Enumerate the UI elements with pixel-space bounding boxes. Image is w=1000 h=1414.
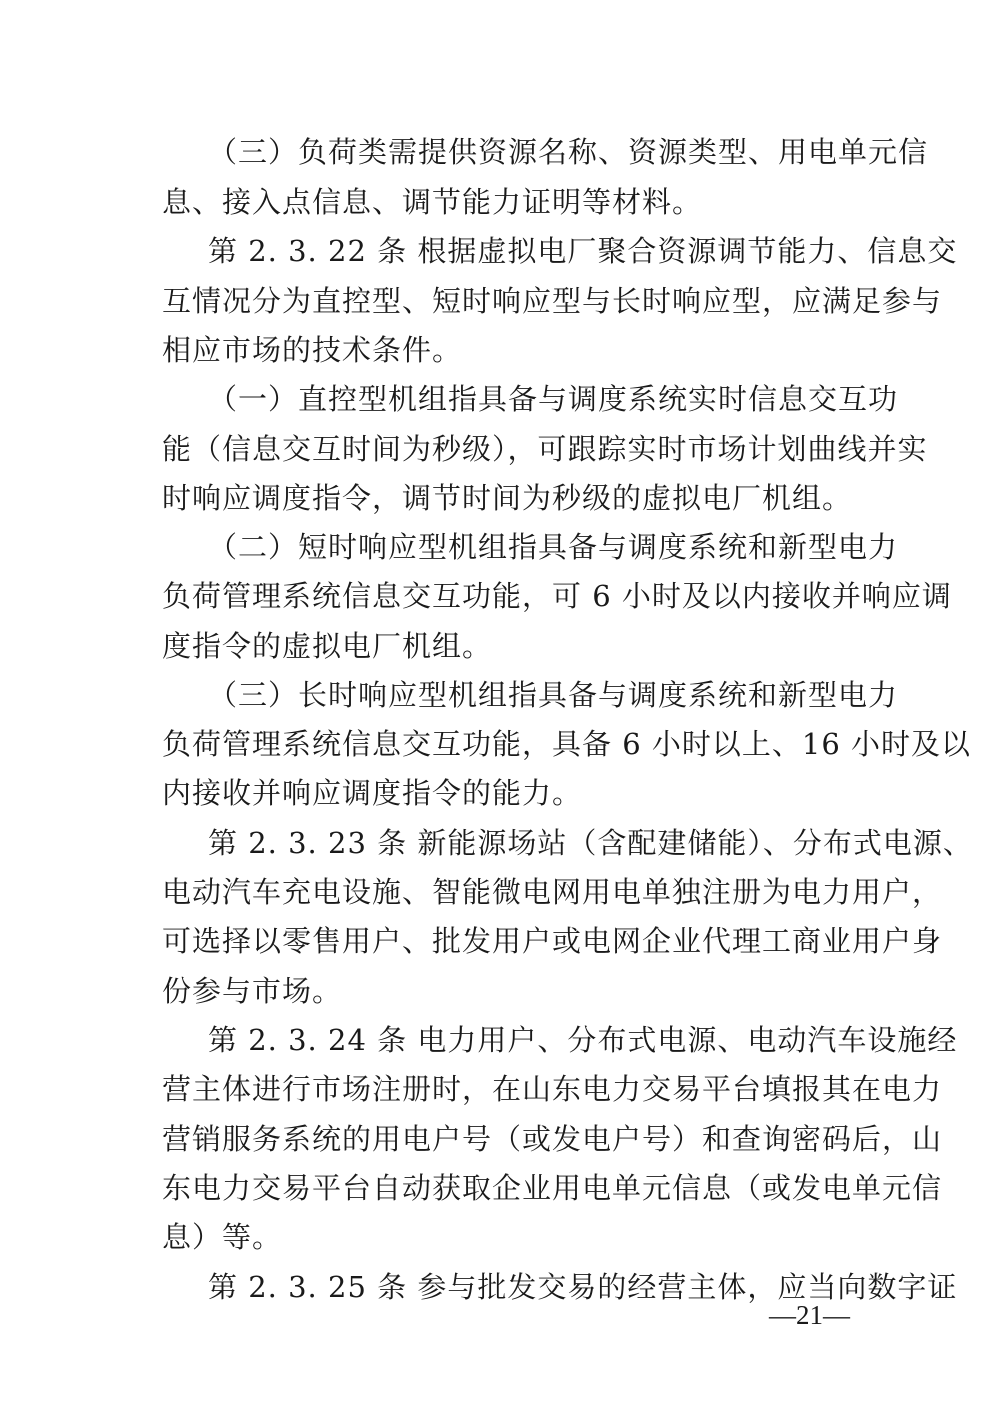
- article-2-3-24-heading: 第 2. 3. 24 条 电力用户、分布式电源、电动汽车设施经: [208, 1023, 958, 1057]
- text-line-9: （二）短时响应型机组指具备与调度系统和新型电力: [208, 530, 899, 564]
- text-line-10: 负荷管理系统信息交互功能，可 6 小时及以内接收并响应调: [162, 579, 952, 613]
- text-line-1: （三）负荷类需提供资源名称、资源类型、用电单元信: [208, 135, 929, 169]
- text-line-6: （一）直控型机组指具备与调度系统实时信息交互功: [208, 382, 899, 416]
- text-line-17: 可选择以零售用户、批发用户或电网企业代理工商业用户身: [162, 924, 943, 958]
- page-number: —21—: [769, 1300, 850, 1330]
- text-line-11: 度指令的虚拟电厂机组。: [162, 629, 493, 663]
- article-2-3-25-heading: 第 2. 3. 25 条 参与批发交易的经营主体，应当向数字证: [208, 1270, 958, 1304]
- text-line-23: 息）等。: [162, 1220, 283, 1254]
- text-line-18: 份参与市场。: [162, 974, 343, 1008]
- text-line-2: 息、接入点信息、调节能力证明等材料。: [162, 185, 703, 219]
- article-2-3-22-heading: 第 2. 3. 22 条 根据虚拟电厂聚合资源调节能力、信息交: [208, 234, 958, 268]
- text-line-8: 时响应调度指令，调节时间为秒级的虚拟电厂机组。: [162, 481, 853, 515]
- text-line-22: 东电力交易平台自动获取企业用电单元信息（或发电单元信: [162, 1171, 943, 1205]
- text-line-5: 相应市场的技术条件。: [162, 333, 463, 367]
- text-line-16: 电动汽车充电设施、智能微电网用电单独注册为电力用户，: [162, 875, 943, 909]
- text-line-21: 营销服务系统的用电户号（或发电户号）和查询密码后，山: [162, 1122, 943, 1156]
- text-line-13: 负荷管理系统信息交互功能，具备 6 小时以上、16 小时及以: [162, 727, 972, 761]
- article-2-3-23-heading: 第 2. 3. 23 条 新能源场站（含配建储能）、分布式电源、: [208, 826, 973, 860]
- text-line-7: 能（信息交互时间为秒级），可跟踪实时市场计划曲线并实: [162, 432, 928, 466]
- text-line-14: 内接收并响应调度指令的能力。: [162, 776, 583, 810]
- text-line-12: （三）长时响应型机组指具备与调度系统和新型电力: [208, 678, 899, 712]
- text-line-20: 营主体进行市场注册时，在山东电力交易平台填报其在电力: [162, 1072, 943, 1106]
- text-line-4: 互情况分为直控型、短时响应型与长时响应型，应满足参与: [162, 284, 943, 318]
